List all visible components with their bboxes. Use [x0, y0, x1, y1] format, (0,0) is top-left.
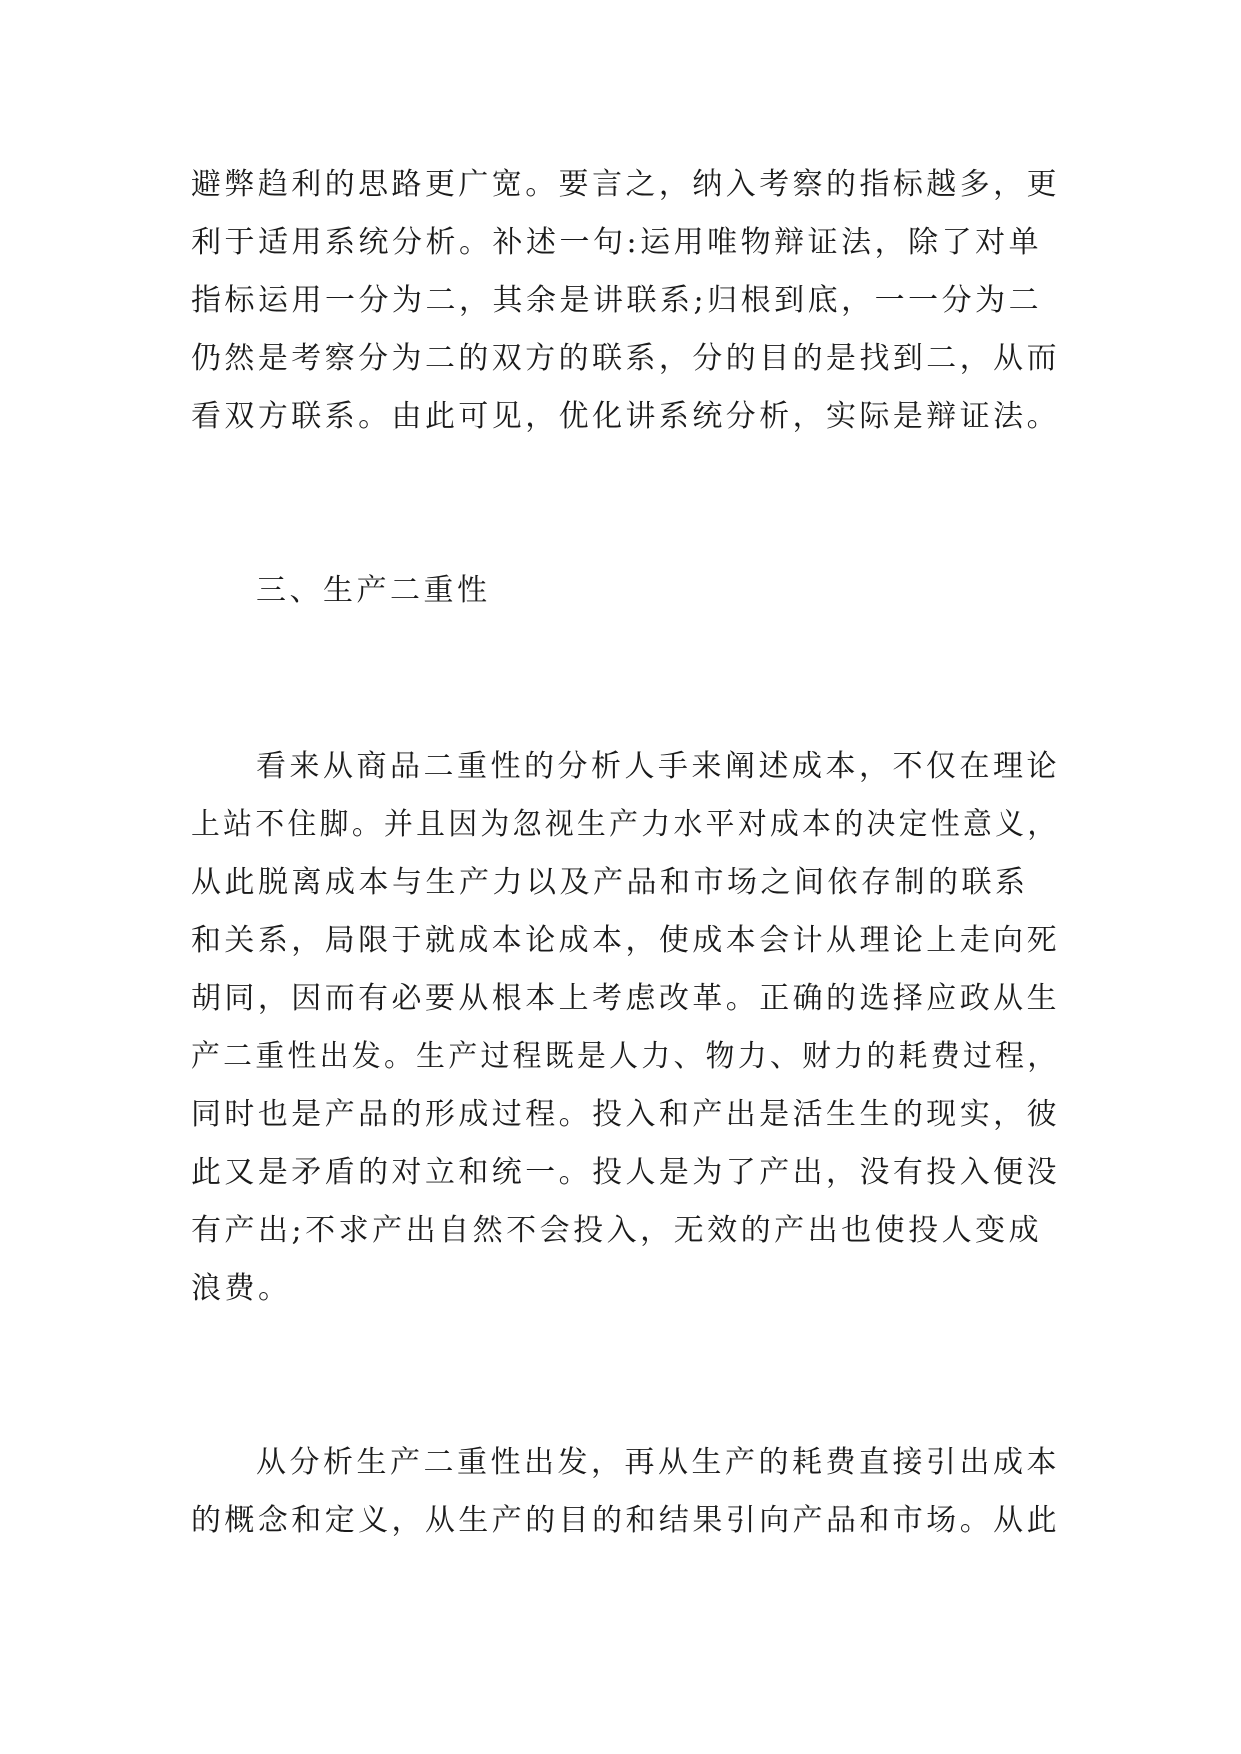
paragraph-line: 有产出;不求产出自然不会投入，无效的产出也使投人变成: [191, 1213, 1043, 1248]
paragraph-line: 从分析生产二重性出发，再从生产的耗费直接引出成本: [256, 1445, 1060, 1480]
paragraph-line: 上站不住脚。并且因为忽视生产力水平对成本的决定性意义，: [191, 807, 1060, 842]
paragraph-line: 浪费。: [191, 1271, 292, 1306]
paragraph-line: 的概念和定义，从生产的目的和结果引向产品和市场。从此: [191, 1503, 1060, 1538]
paragraph-line: 看双方联系。由此可见，优化讲系统分析，实际是辩证法。: [191, 399, 1060, 434]
paragraph-line: 和关系，局限于就成本论成本，使成本会计从理论上走向死: [191, 923, 1060, 958]
paragraph-line: 看来从商品二重性的分析人手来阐述成本，不仅在理论: [256, 749, 1060, 784]
paragraph-line: 仍然是考察分为二的双方的联系，分的目的是找到二，从而: [191, 341, 1060, 376]
paragraph-line: 此又是矛盾的对立和统一。投人是为了产出，没有投入便没: [191, 1155, 1060, 1190]
paragraph-line: 指标运用一分为二，其余是讲联系;归根到底，一一分为二: [191, 283, 1043, 318]
paragraph-line: 同时也是产品的形成过程。投入和产出是活生生的现实，彼: [191, 1097, 1060, 1132]
paragraph-line: 从此脱离成本与生产力以及产品和市场之间依存制的联系: [191, 865, 1029, 900]
paragraph-line: 胡同，因而有必要从根本上考虑改革。正确的选择应政从生: [191, 981, 1060, 1016]
section-heading: 三、生产二重性: [256, 573, 491, 608]
paragraph-line: 产二重性出发。生产过程既是人力、物力、财力的耗费过程，: [191, 1039, 1060, 1074]
paragraph-line: 避弊趋利的思路更广宽。要言之，纳入考察的指标越多，更: [191, 167, 1060, 202]
paragraph-line: 利于适用系统分析。补述一句:运用唯物辩证法，除了对单: [191, 225, 1043, 260]
